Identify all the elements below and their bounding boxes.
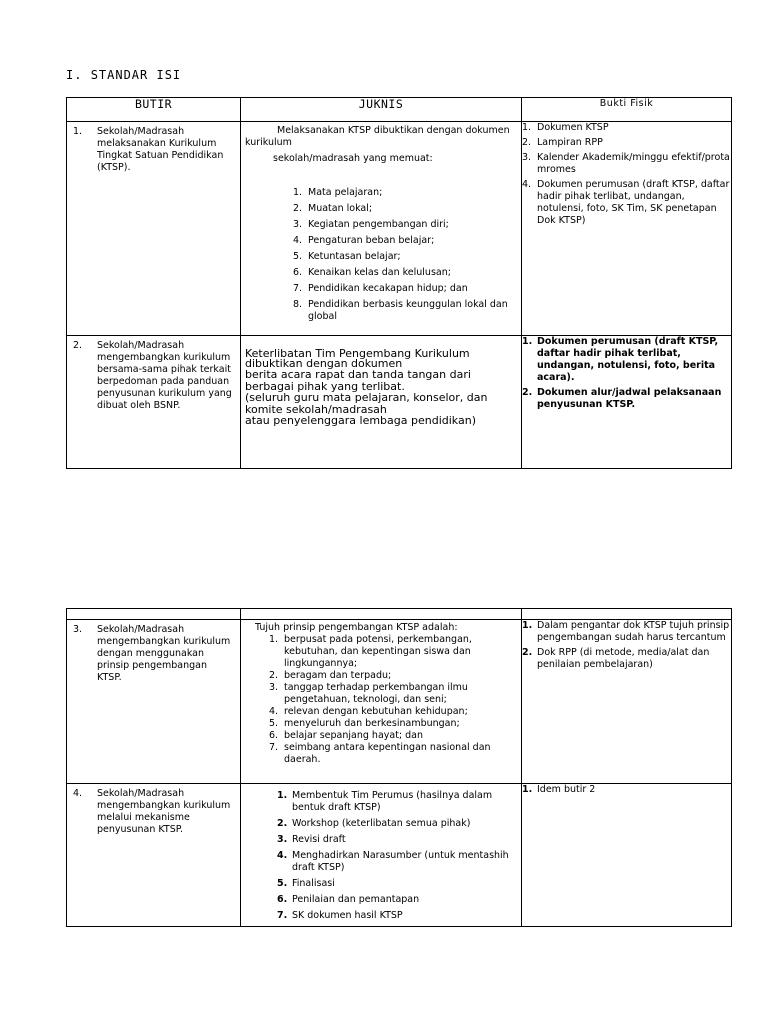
section-title bbox=[66, 68, 181, 82]
list-item: 7. seimbang antara kepentingan nasional dan daerah. bbox=[269, 742, 491, 765]
list-item: 1. Dalam pengantar dok KTSP tujuh prinsip pengembangan sudah harus tercantum bbox=[522, 620, 730, 643]
juknis-list bbox=[269, 634, 517, 766]
list-item: 7. SK dokumen hasil KTSP bbox=[277, 910, 403, 921]
butir-text: Sekolah/Madrasah mengembangkan kurikulum dengan menggunakan prinsip pengembangan KTSP. bbox=[97, 624, 231, 683]
butir-number: 1. bbox=[73, 126, 83, 137]
list-item: 3. tanggap terhadap perkembangan ilmu pengetahuan, teknologi, dan seni; bbox=[269, 682, 468, 705]
bukti-cell bbox=[522, 784, 732, 927]
list-item: 1. Dokumen KTSP bbox=[522, 122, 609, 133]
list-item: 4. relevan dengan kebutuhan kehidupan; bbox=[269, 706, 468, 717]
juknis-intro: Tujuh prinsip pengembangan KTSP adalah: bbox=[255, 622, 458, 633]
butir-number: 3. bbox=[73, 624, 83, 635]
butir-cell bbox=[67, 784, 241, 927]
juknis-intro: Melaksanakan KTSP dibuktikan dengan dokumen kurikulum bbox=[245, 125, 510, 148]
header-bukti: Bukti Fisik bbox=[522, 98, 732, 122]
bukti-cell bbox=[522, 336, 732, 469]
list-item: 3. Kegiatan pengembangan diri; bbox=[293, 219, 449, 230]
list-item: 3. Revisi draft bbox=[277, 834, 346, 845]
table-row bbox=[67, 336, 732, 469]
butir-number: 4. bbox=[73, 788, 83, 799]
list-item: 2. Workshop (keterlibatan semua pihak) bbox=[277, 818, 471, 829]
bukti-list bbox=[522, 784, 731, 796]
list-item: 2. Muatan lokal; bbox=[293, 203, 373, 214]
butir-cell bbox=[67, 620, 241, 784]
list-item: 4. Pengaturan beban belajar; bbox=[293, 235, 435, 246]
list-item: 5. Finalisasi bbox=[277, 878, 335, 889]
butir-cell bbox=[67, 122, 241, 336]
table-row bbox=[67, 122, 732, 336]
list-item: 4. Dokumen perumusan (draft KTSP, daftar hadir pihak terlibat, undangan, notulensi, foto, SK Tim, SK penetapan Dok KTSP) bbox=[522, 179, 730, 226]
list-item: 2. beragam dan terpadu; bbox=[269, 670, 392, 681]
juknis-line: (seluruh guru mata pelajaran, konselor, dan bbox=[245, 391, 488, 404]
list-item: 2. Dokumen alur/jadwal pelaksanaan penyusunan KTSP. bbox=[522, 387, 722, 410]
list-item: 1. Mata pelajaran; bbox=[293, 187, 383, 198]
juknis-line: berita acara rapat dan tanda tangan dari bbox=[245, 368, 471, 381]
table-row bbox=[67, 784, 732, 927]
section-number: I. bbox=[66, 68, 83, 82]
list-item: 5. menyeluruh dan berkesinambungan; bbox=[269, 718, 460, 729]
standar-isi-table-1 bbox=[66, 97, 732, 469]
list-item: 8. Pendidikan berbasis keunggulan lokal dan global bbox=[293, 299, 508, 322]
butir-text: Sekolah/Madrasah mengembangkan kurikulum melalui mekanisme penyusunan KTSP. bbox=[97, 788, 231, 835]
list-item: 3. Kalender Akademik/minggu efektif/prota mromes bbox=[522, 152, 730, 175]
section-title-text: STANDAR ISI bbox=[90, 68, 182, 82]
list-item: 6. Penilaian dan pemantapan bbox=[277, 894, 420, 905]
juknis-line: berbagai pihak yang terlibat. bbox=[245, 379, 405, 393]
juknis-line: dibuktikan dengan dokumen bbox=[245, 356, 403, 370]
juknis-list bbox=[277, 790, 517, 922]
table-row bbox=[67, 620, 732, 784]
list-item: 1. Idem butir 2 bbox=[522, 784, 596, 795]
list-item: 6. belajar sepanjang hayat; dan bbox=[269, 730, 424, 741]
butir-cell bbox=[67, 336, 241, 469]
juknis-intro-2: sekolah/madrasah yang memuat: bbox=[273, 153, 433, 164]
butir-text: Sekolah/Madrasah melaksanakan Kurikulum Tingkat Satuan Pendidikan (KTSP). bbox=[97, 126, 224, 173]
list-item: 1. Dokumen perumusan (draft KTSP, daftar hadir pihak terlibat, undangan, notulensi, foto, berita acara). bbox=[522, 336, 719, 383]
list-item: 2. Lampiran RPP bbox=[522, 137, 603, 148]
juknis-line: atau penyelenggara lembaga pendidikan) bbox=[245, 414, 476, 427]
butir-number: 2. bbox=[73, 340, 83, 351]
juknis-list bbox=[293, 187, 517, 323]
table-header-row bbox=[67, 609, 732, 620]
juknis-cell bbox=[241, 620, 522, 784]
juknis-line: Keterlibatan Tim Pengembang Kurikulum bbox=[245, 347, 470, 360]
bukti-list bbox=[522, 620, 731, 671]
standar-isi-table-2 bbox=[66, 608, 732, 927]
list-item: 7. Pendidikan kecakapan hidup; dan bbox=[293, 283, 468, 294]
butir-text: Sekolah/Madrasah mengembangkan kurikulum bersama-sama pihak terkait berpedoman pada panduan penyusunan kurikulum yang dibuat oleh BSNP. bbox=[97, 340, 232, 411]
list-item: 1. Membentuk Tim Perumus (hasilnya dalam bentuk draft KTSP) bbox=[277, 790, 493, 813]
list-item: 1. berpusat pada potensi, perkembangan, kebutuhan, dan kepentingan siswa dan lingkungannya; bbox=[269, 634, 472, 669]
list-item: 6. Kenaikan kelas dan kelulusan; bbox=[293, 267, 451, 278]
juknis-cell bbox=[241, 122, 522, 336]
list-item: 4. Menghadirkan Narasumber (untuk mentashih draft KTSP) bbox=[277, 850, 509, 873]
list-item: 2. Dok RPP (di metode, media/alat dan penilaian pembelajaran) bbox=[522, 647, 710, 670]
bukti-cell bbox=[522, 620, 732, 784]
juknis-line: komite sekolah/madrasah bbox=[245, 402, 387, 416]
bukti-list bbox=[522, 122, 731, 227]
bukti-cell bbox=[522, 122, 732, 336]
header-butir: BUTIR bbox=[67, 98, 241, 122]
table-header-row bbox=[67, 98, 732, 122]
list-item: 5. Ketuntasan belajar; bbox=[293, 251, 401, 262]
juknis-cell bbox=[241, 784, 522, 927]
juknis-cell bbox=[241, 336, 522, 469]
header-juknis: JUKNIS bbox=[241, 98, 522, 122]
bukti-list bbox=[522, 336, 731, 411]
